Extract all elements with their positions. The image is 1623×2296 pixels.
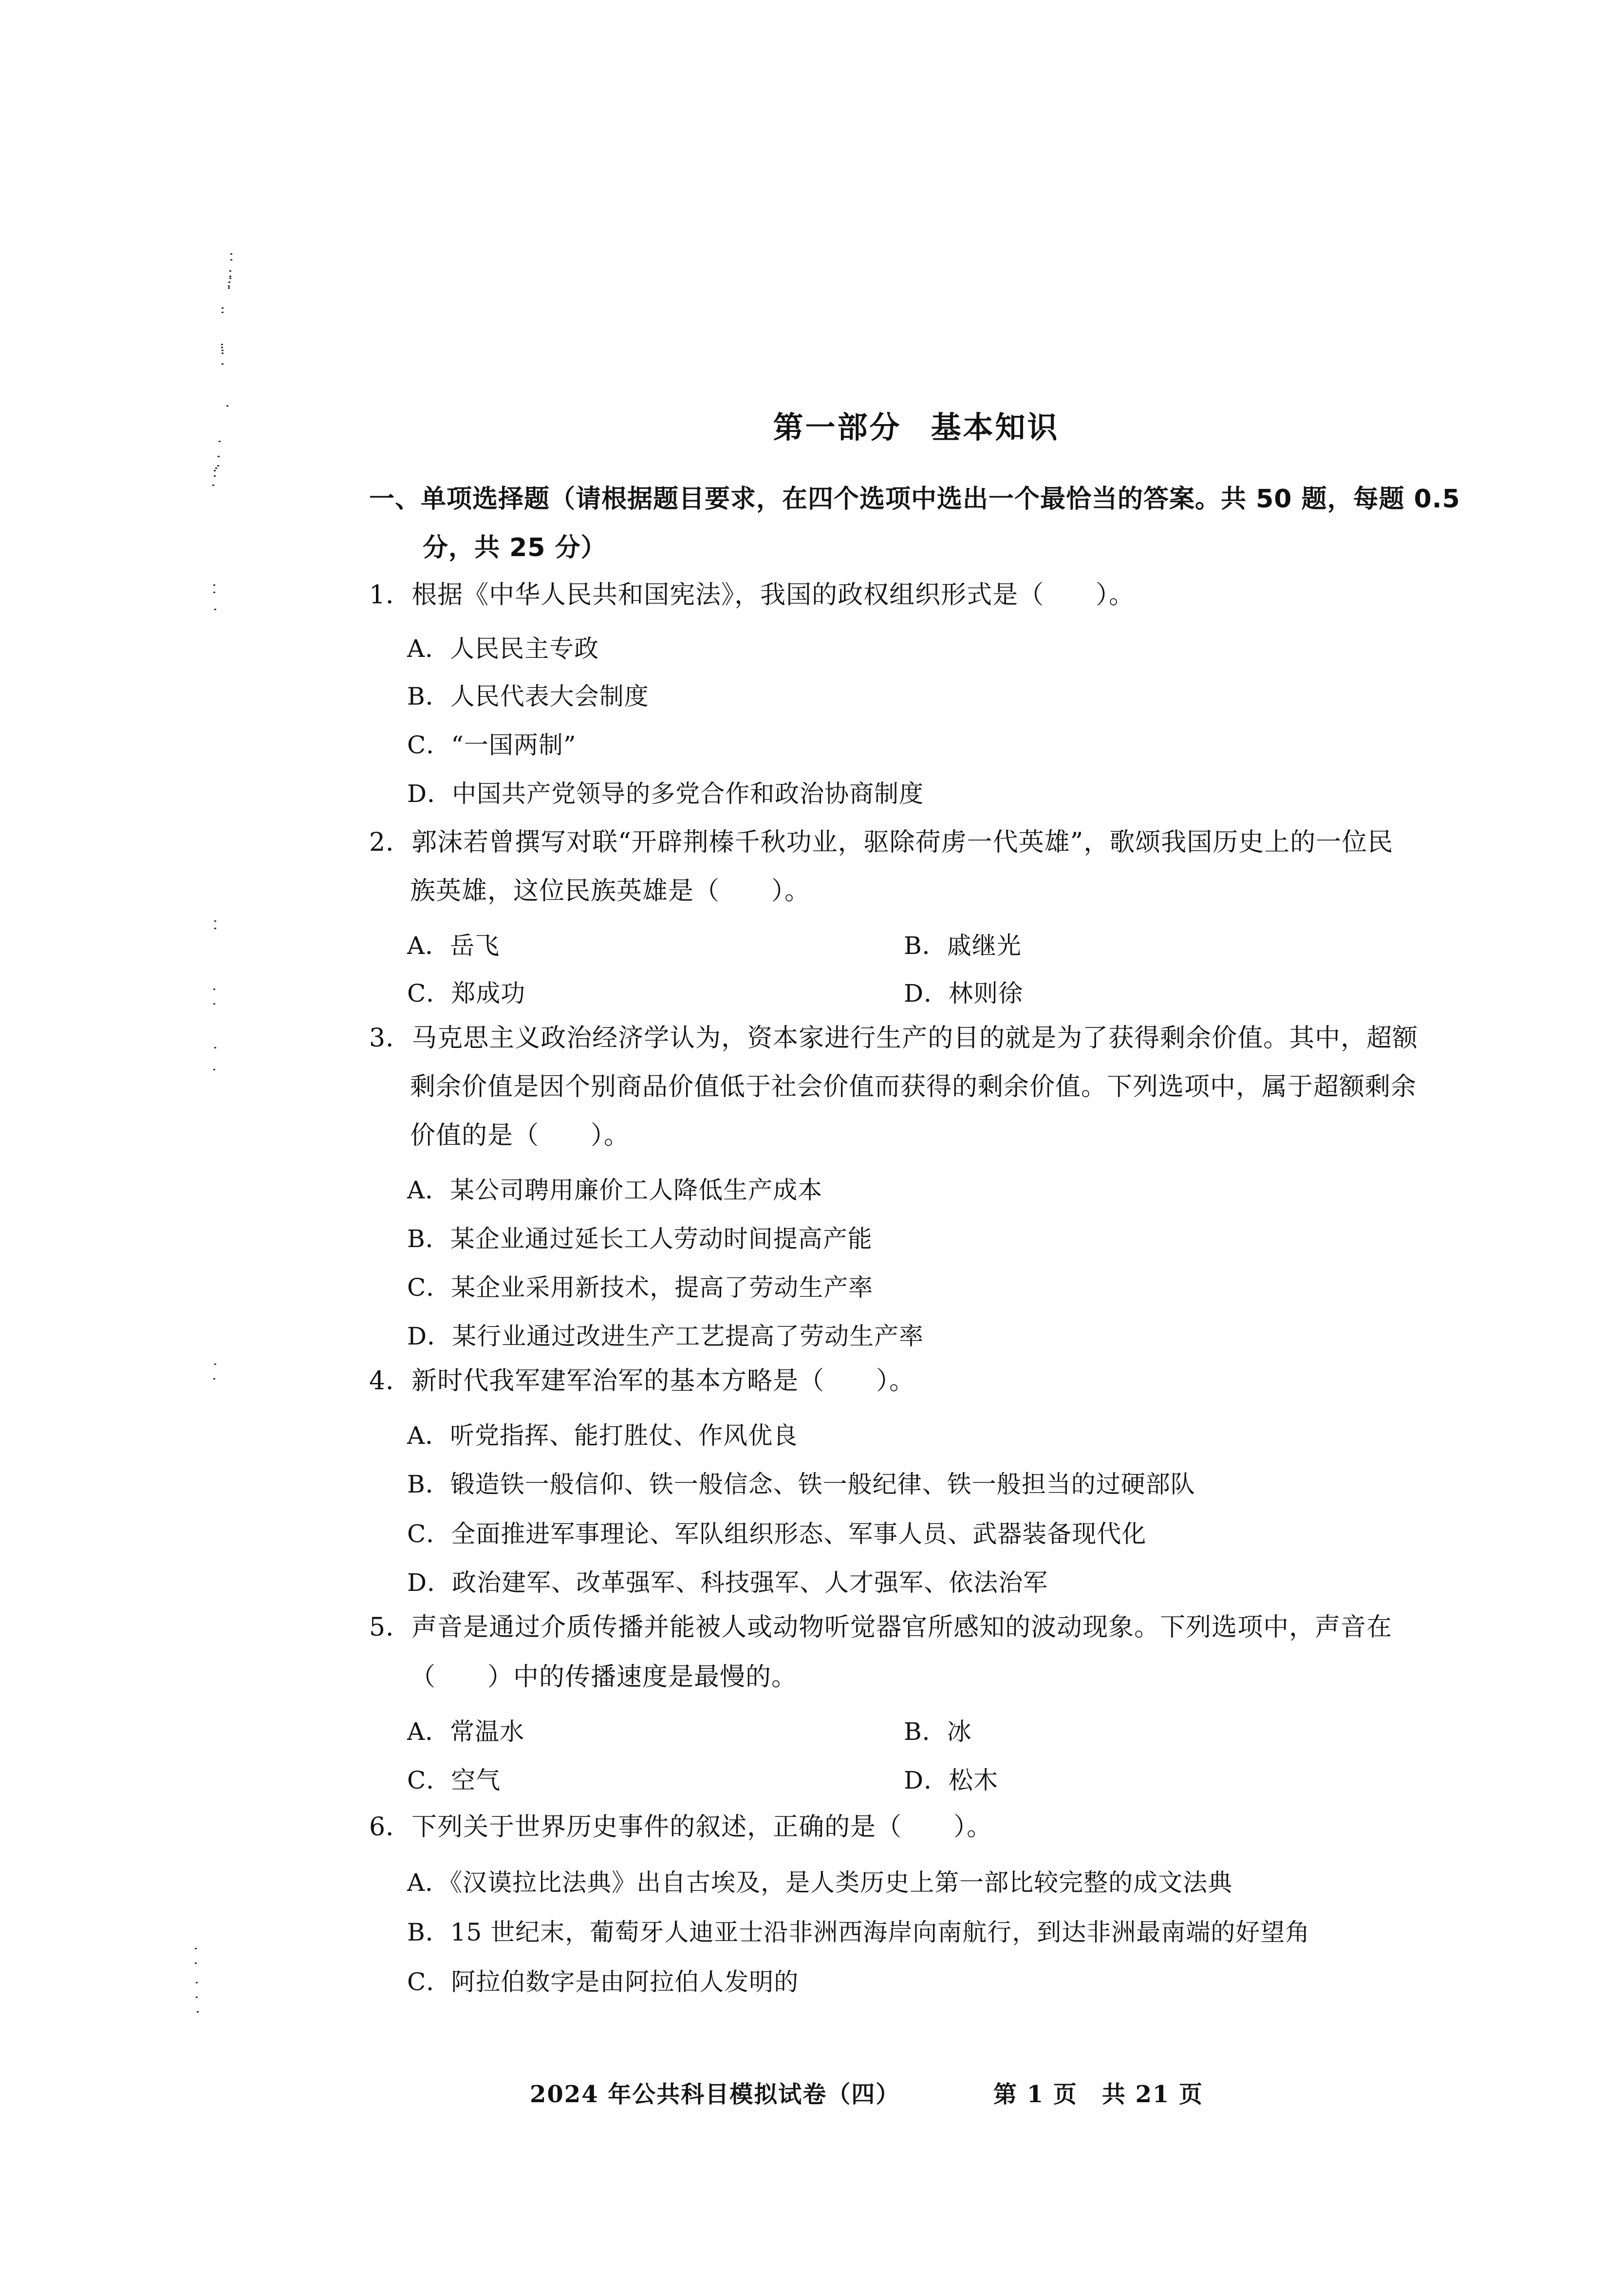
option-label: B． — [407, 1225, 450, 1253]
option-2b — [904, 926, 1022, 961]
question-3 — [369, 1024, 1418, 1053]
question-number: 1． — [369, 580, 412, 610]
option-label: B． — [407, 682, 450, 710]
option-1d — [407, 774, 924, 809]
option-text: 常温水 — [450, 1717, 525, 1746]
option-3a — [407, 1171, 822, 1206]
question-6 — [369, 1812, 992, 1842]
option-label: D． — [407, 1568, 452, 1597]
question-number: 5． — [369, 1613, 412, 1642]
question-4 — [369, 1366, 915, 1396]
option-text: 某公司聘用廉价工人降低生产成本 — [450, 1176, 823, 1204]
question-stem: 新时代我军建军治军的基本方略是（ ）。 — [411, 1366, 915, 1396]
question-2-line-2: 族英雄，这位民族英雄是（ ）。 — [410, 877, 811, 906]
option-text: 某行业通过改进生产工艺提高了劳动生产率 — [452, 1322, 924, 1350]
option-label: D． — [407, 1322, 452, 1350]
option-label: A． — [407, 1176, 450, 1204]
footer-exam-name: 2024 年公共科目模拟试卷（四） — [530, 2081, 900, 2108]
option-label: A． — [407, 1421, 450, 1450]
option-label: D． — [904, 1766, 949, 1794]
option-4a — [407, 1416, 798, 1451]
option-text: 冰 — [947, 1717, 972, 1746]
option-text: 林则徐 — [949, 979, 1024, 1008]
option-text: 15 世纪末，葡萄牙人迪亚士沿非洲西海岸向南航行，到达非洲最南端的好望角 — [450, 1918, 1310, 1946]
question-stem: 声音是通过介质传播并能被人或动物听觉器官所感知的波动现象。下列选项中，声音在 — [411, 1613, 1393, 1642]
option-label: C． — [407, 1968, 451, 1996]
option-5b — [904, 1712, 972, 1747]
option-text: 政治建军、改革强军、科技强军、人才强军、依法治军 — [452, 1568, 1048, 1597]
option-label: B． — [407, 1918, 450, 1946]
option-label: A． — [407, 932, 450, 960]
option-4d — [407, 1563, 1048, 1598]
option-label: A． — [407, 1868, 450, 1897]
option-label: C． — [407, 731, 451, 759]
option-text: 阿拉伯数字是由阿拉伯人发明的 — [451, 1968, 799, 1996]
section-header-line-1: 一、单项选择题（请根据题目要求，在四个选项中选出一个最恰当的答案。共 50 题，每题 0.5 — [369, 485, 1460, 514]
option-label: C． — [407, 1766, 451, 1794]
section-header-line-2: 分，共 25 分） — [423, 533, 607, 562]
question-3-line-3: 价值的是（ ）。 — [410, 1121, 630, 1150]
option-4c — [407, 1514, 1146, 1549]
option-6c — [407, 1962, 799, 1997]
question-2 — [369, 828, 1393, 857]
question-5-line-2: （ ）中的传播速度是最慢的。 — [410, 1662, 798, 1692]
option-text: 某企业通过延长工人劳动时间提高产能 — [450, 1225, 873, 1253]
question-stem: 根据《中华人民共和国宪法》，我国的政权组织形式是（ ）。 — [411, 580, 1135, 610]
question-number: 3． — [369, 1024, 412, 1053]
option-1c — [407, 726, 576, 761]
option-6a — [407, 1863, 1232, 1898]
question-stem: 郭沫若曾撰写对联“开辟荆榛千秋功业，驱除荷虏一代英雄”，歌颂我国历史上的一位民 — [411, 828, 1394, 857]
option-text: 全面推进军事理论、军队组织形态、军事人员、武器装备现代化 — [451, 1520, 1147, 1548]
option-3b — [407, 1219, 873, 1254]
option-label: D． — [904, 979, 949, 1008]
option-6b — [407, 1913, 1310, 1948]
option-label: C． — [407, 979, 451, 1008]
option-text: 《汉谟拉比法典》出自古埃及，是人类历史上第一部比较完整的成文法典 — [450, 1868, 1233, 1897]
option-label: B． — [904, 932, 947, 960]
question-3-line-2: 剩余价值是因个别商品价值低于社会价值而获得的剩余价值。下列选项中，属于超额剩余 — [410, 1072, 1417, 1101]
option-5a — [407, 1712, 524, 1747]
option-5d — [904, 1761, 998, 1796]
question-stem: 下列关于世界历史事件的叙述，正确的是（ ）。 — [411, 1812, 993, 1842]
option-text: 戚继光 — [947, 932, 1022, 960]
option-label: C． — [407, 1520, 451, 1548]
option-5c — [407, 1761, 501, 1796]
option-label: A． — [407, 1717, 450, 1746]
option-3d — [407, 1317, 924, 1352]
option-text: 人民代表大会制度 — [450, 682, 649, 710]
option-label: A． — [407, 635, 450, 663]
option-2a — [407, 926, 500, 961]
option-text: 某企业采用新技术，提高了劳动生产率 — [451, 1273, 874, 1302]
question-number: 4． — [369, 1366, 412, 1396]
option-text: 人民民主专政 — [450, 635, 599, 663]
option-2d — [904, 974, 1023, 1009]
option-3c — [407, 1268, 873, 1303]
question-1 — [369, 580, 1135, 610]
option-2c — [407, 974, 525, 1009]
option-4b — [407, 1465, 1195, 1500]
option-text: 松木 — [949, 1766, 999, 1794]
part-title — [0, 403, 1623, 447]
option-label: B． — [904, 1717, 947, 1746]
option-1b — [407, 677, 649, 712]
option-text: “一国两制” — [451, 731, 577, 759]
option-label: D． — [407, 780, 452, 808]
option-label: B． — [407, 1470, 450, 1498]
option-label: C． — [407, 1273, 451, 1302]
option-text: 听党指挥、能打胜仗、作风优良 — [450, 1421, 798, 1450]
question-5 — [369, 1613, 1392, 1642]
question-stem: 马克思主义政治经济学认为，资本家进行生产的目的就是为了获得剩余价值。其中，超额 — [411, 1024, 1418, 1053]
option-text: 空气 — [451, 1766, 501, 1794]
option-text: 郑成功 — [451, 979, 526, 1008]
option-text: 中国共产党领导的多党合作和政治协商制度 — [452, 780, 924, 808]
part-title-number: 第一部分 — [773, 410, 902, 445]
question-number: 2． — [369, 828, 412, 857]
option-1a — [407, 629, 599, 664]
option-text: 锻造铁一般信仰、铁一般信念、铁一般纪律、铁一般担当的过硬部队 — [450, 1470, 1195, 1498]
question-number: 6． — [369, 1812, 412, 1842]
option-text: 岳飞 — [450, 932, 500, 960]
part-title-name: 基本知识 — [931, 410, 1060, 445]
footer-page-number: 第 1 页 共 21 页 — [993, 2081, 1204, 2108]
